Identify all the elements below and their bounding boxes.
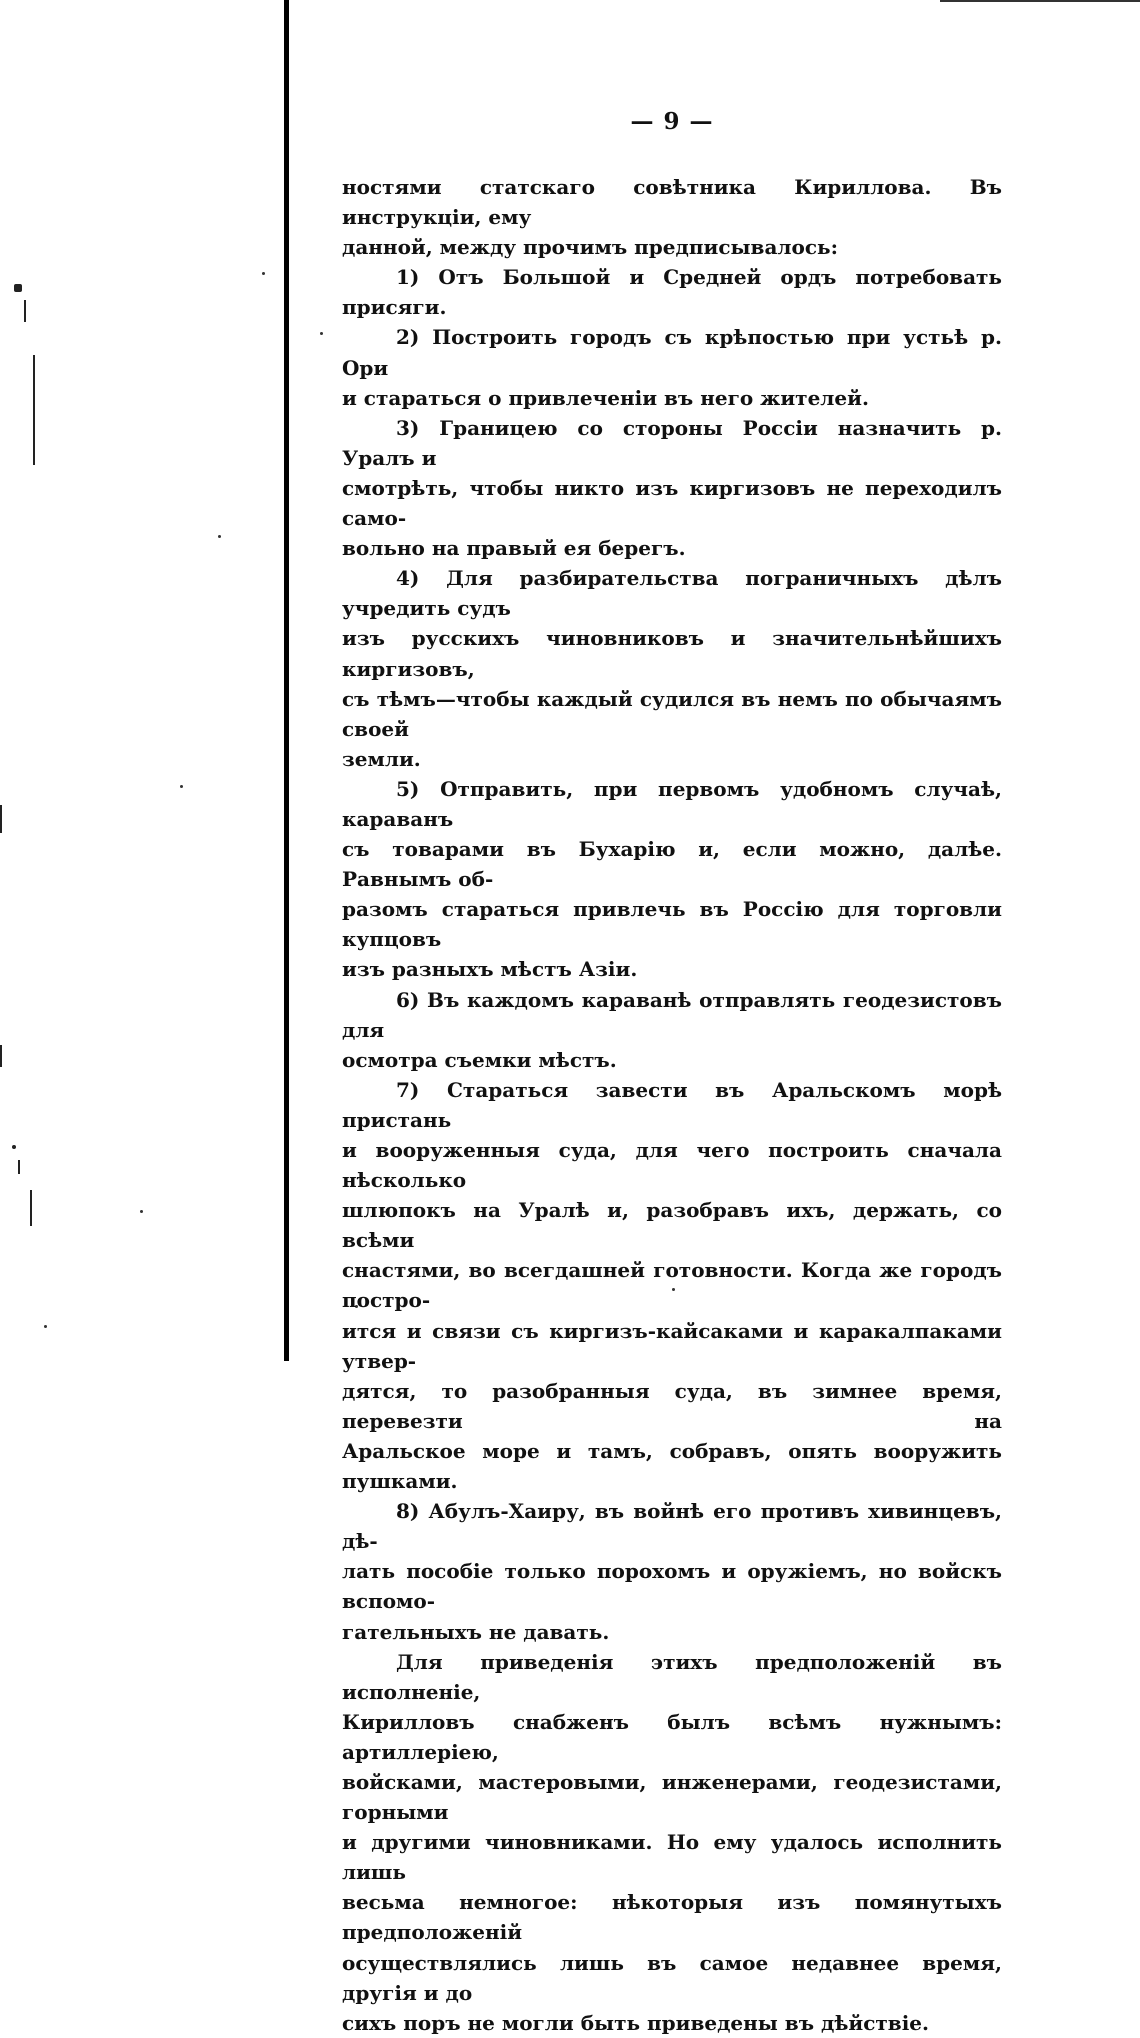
paragraph-item-2: [342, 322, 1002, 412]
text-line: разомъ стараться привлечь въ Россію для торговли купцовъ: [342, 897, 1002, 952]
page-body-text: [342, 172, 1002, 2038]
top-edge-rule: [940, 0, 1140, 2]
text-line: смотрѣть, чтобы никто изъ киргизовъ не переходилъ само-: [342, 475, 1002, 531]
text-line: и другими чиновниками. Но ему удалось исполнить лишь: [342, 1830, 1002, 1885]
text-line: Для приведенія этихъ предположеній въ исполненіе,: [342, 1649, 1002, 1704]
margin-ink-mark: [14, 284, 22, 292]
paragraph-conclusion: [342, 1647, 1002, 2038]
text-line: Кирилловъ снабженъ былъ всѣмъ нужнымъ: артиллеріею,: [342, 1709, 1002, 1764]
page-speck: [320, 332, 323, 335]
text-line: дятся, то разобранныя суда, въ зимнее время, перевезти на: [342, 1378, 1002, 1433]
margin-speck: [180, 785, 183, 788]
text-line: шлюпокъ на Уралѣ и, разобравъ ихъ, держать, со всѣми: [342, 1198, 1002, 1253]
text-line: Аральское море и тамъ, собравъ, опять вооружить пушками.: [342, 1438, 1002, 1494]
paragraph-item-7: [342, 1075, 1002, 1496]
text-line: ностями статскаго совѣтника Кириллова. Въ инструкціи, ему: [342, 175, 1002, 230]
text-line: войсками, мастеровыми, инженерами, геодезистами, горными: [342, 1769, 1002, 1825]
text-line: 4) Для разбирательства пограничныхъ дѣлъ учредить судъ: [342, 566, 1002, 621]
text-line: весьма немногое: нѣкоторыя изъ помянутыхъ предположеній: [342, 1890, 1002, 1945]
text-line: изъ разныхъ мѣстъ Азіи.: [342, 957, 638, 982]
text-line: 6) Въ каждомъ караванѣ отправлять геодезистовъ для: [342, 987, 1002, 1042]
text-line: вольно на правый ея берегъ.: [342, 536, 686, 561]
text-line: снастями, во всегдашней готовности. Когда же городъ постро-: [342, 1258, 1002, 1313]
text-line: 2) Построить городъ съ крѣпостью при устьѣ р. Ори: [342, 325, 1002, 380]
text-line: гательныхъ не давать.: [342, 1619, 610, 1644]
text-line: съ товарами въ Бухарію и, если можно, далѣе. Равнымъ об-: [342, 837, 1002, 892]
paragraph-item-5: [342, 774, 1002, 985]
paragraph-item-8: [342, 1496, 1002, 1646]
paragraph-item-3: [342, 413, 1002, 563]
text-line: осуществлялись лишь въ самое недавнее время, другія и до: [342, 1950, 1002, 2005]
margin-ink-mark: [18, 1160, 20, 1174]
margin-ink-mark: [24, 300, 26, 322]
margin-ink-mark: [30, 1190, 32, 1226]
margin-speck: [218, 535, 221, 538]
text-line: и стараться о привлеченіи въ него жителей.: [342, 385, 869, 410]
paragraph-item-1: [342, 262, 1002, 322]
text-line: земли.: [342, 746, 421, 771]
text-line: 3) Границею со стороны Россіи назначить р. Уралъ и: [342, 415, 1002, 470]
text-line: ится и связи съ киргизъ-кайсаками и каракалпаками утвер-: [342, 1318, 1002, 1373]
text-line: осмотра съемки мѣстъ.: [342, 1047, 617, 1072]
paragraph-item-4: [342, 563, 1002, 774]
text-line: сихъ поръ не могли быть приведены въ дѣйствіе.: [342, 2010, 929, 2035]
text-line: изъ русскихъ чиновниковъ и значительнѣйшихъ киргизовъ,: [342, 626, 1002, 681]
margin-ink-mark: [0, 1045, 2, 1067]
margin-ink-mark: [0, 805, 2, 833]
margin-ink-mark: [12, 1145, 16, 1149]
margin-ink-mark: [33, 355, 35, 465]
text-line: и вооруженныя суда, для чего построить сначала нѣсколько: [342, 1138, 1002, 1193]
page-number: — 9 —: [630, 108, 714, 135]
text-line: лать пособіе только порохомъ и оружіемъ, но войскъ вспомо-: [342, 1559, 1002, 1614]
binding-gutter-line: [284, 0, 289, 1361]
text-line: данной, между прочимъ предписывалось:: [342, 235, 838, 260]
margin-speck: [262, 272, 265, 275]
text-line: 7) Стараться завести въ Аральскомъ морѣ пристань: [342, 1077, 1002, 1132]
margin-speck: [140, 1210, 143, 1213]
paragraph-intro: [342, 172, 1002, 262]
text-line: 1) Отъ Большой и Средней ордъ потребовать присяги.: [342, 265, 1002, 320]
text-line: 8) Абулъ-Хаиру, въ войнѣ его противъ хивинцевъ, дѣ-: [342, 1499, 1002, 1554]
text-line: съ тѣмъ—чтобы каждый судился въ немъ по обычаямъ своей: [342, 686, 1002, 741]
text-line: 5) Отправить, при первомъ удобномъ случаѣ, караванъ: [342, 776, 1002, 831]
margin-speck: [44, 1325, 47, 1328]
paragraph-item-6: [342, 985, 1002, 1075]
